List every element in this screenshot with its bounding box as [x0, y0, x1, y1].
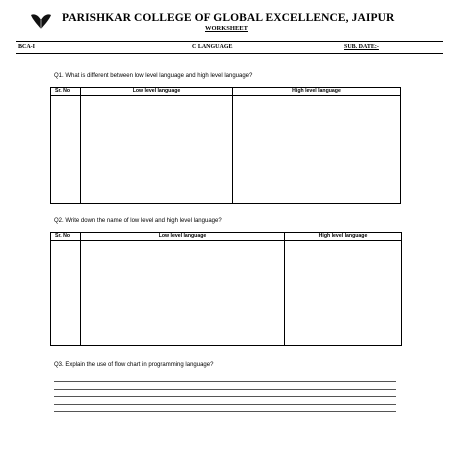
submission-date-label: SUB. DATE:-	[344, 44, 379, 50]
table-row	[51, 96, 401, 204]
answer-cell[interactable]	[51, 96, 81, 204]
answer-line[interactable]	[54, 411, 396, 412]
answer-line[interactable]	[54, 404, 396, 405]
header-top-rule	[16, 41, 443, 42]
column-header: High level language	[285, 233, 402, 241]
column-header: Sr. No	[51, 88, 81, 96]
answer-cell[interactable]	[81, 241, 285, 346]
answer-cell[interactable]	[51, 241, 81, 346]
question-1-table	[50, 87, 401, 204]
college-name: PARISHKAR COLLEGE OF GLOBAL EXCELLENCE, JAIPUR	[62, 12, 395, 24]
question-3-text: Q3. Explain the use of flow chart in programming language?	[54, 362, 214, 368]
worksheet-title: WORKSHEET	[205, 25, 248, 32]
answer-line[interactable]	[54, 389, 396, 390]
answer-line[interactable]	[54, 381, 396, 382]
class-label: BCA-I	[18, 44, 36, 50]
table-row	[51, 241, 402, 346]
subject-label: C LANGUAGE	[192, 44, 233, 50]
column-header: High level language	[233, 88, 401, 96]
column-header: Low level language	[81, 233, 285, 241]
table-header-row	[51, 233, 402, 241]
table-header-row	[51, 88, 401, 96]
column-header: Sr. No	[51, 233, 81, 241]
answer-cell[interactable]	[81, 96, 233, 204]
answer-cell[interactable]	[285, 241, 402, 346]
question-2-table	[50, 232, 402, 346]
question-2-text: Q2. Write down the name of low level and high level language?	[54, 218, 222, 224]
question-1-text: Q1. What is different between low level language and high level language?	[54, 73, 253, 79]
answer-line[interactable]	[54, 396, 396, 397]
header-bottom-rule	[16, 53, 443, 54]
column-header: Low level language	[81, 88, 233, 96]
answer-cell[interactable]	[233, 96, 401, 204]
